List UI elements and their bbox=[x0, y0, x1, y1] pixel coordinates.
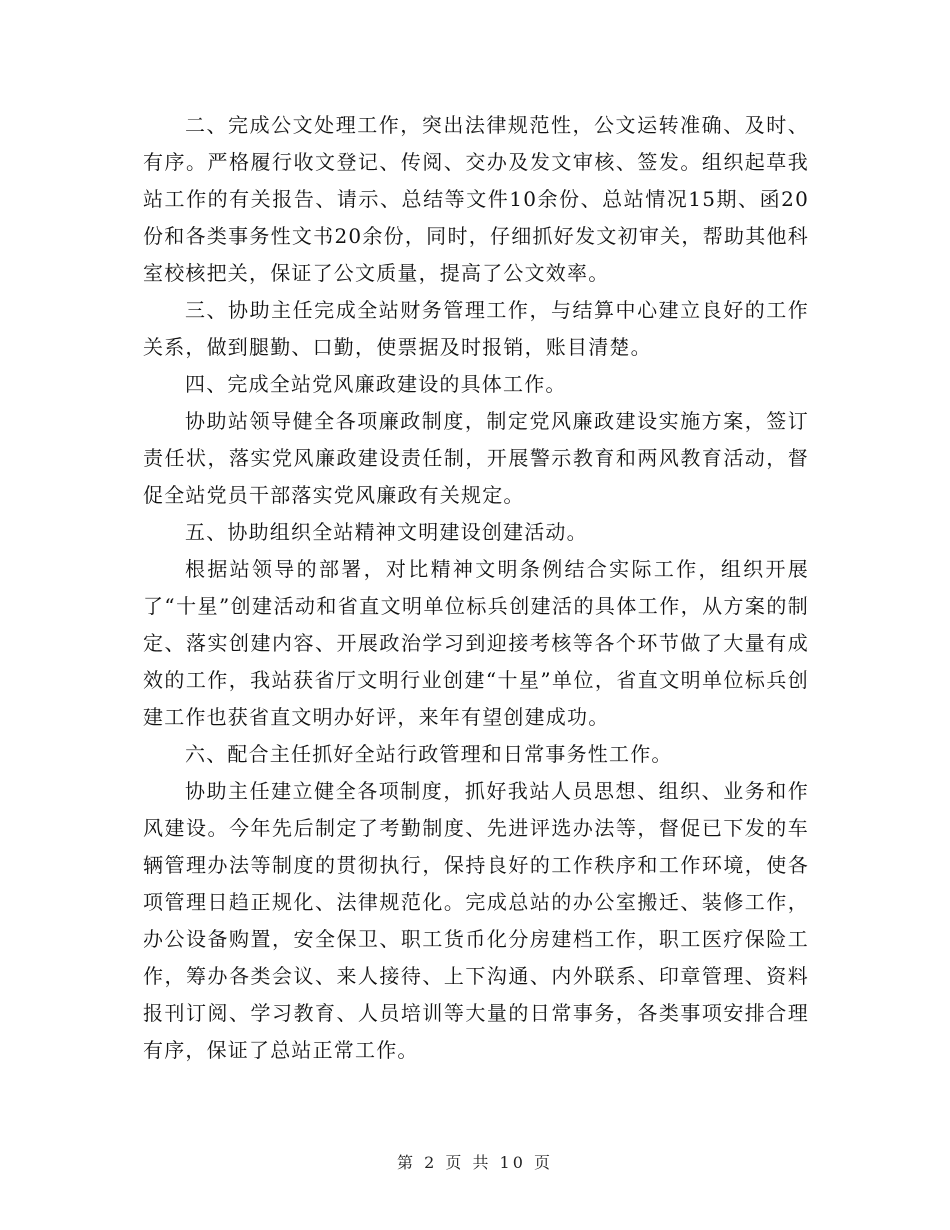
heading-section-5: 五、协助组织全站精神文明建设创建活动。 bbox=[185, 520, 588, 544]
paragraph-section-3: 三、协助主任完成全站财务管理工作，与结算中心建立良好的工作关系，做到腿勤、口勤，使票据及时报销，账目清楚。 bbox=[143, 298, 809, 359]
page-number-footer: 第 2 页 共 10 页 bbox=[397, 1153, 553, 1172]
heading-section-6: 六、配合主任抓好全站行政管理和日常事务性工作。 bbox=[185, 742, 673, 766]
document-body bbox=[143, 107, 809, 1069]
paragraph-section-2: 二、完成公文处理工作，突出法律规范性，公文运转准确、及时、有序。严格履行收文登记、传阅、交办及发文审核、签发。组织起草我站工作的有关报告、请示、总结等文件10余份、总站情况15期、函20份和各类事务性文书20余份，同时，仔细抓好发文初审关，帮助其他科室校核把关，保证了公文质量，提高了公文效率。 bbox=[143, 113, 809, 285]
heading-section-4: 四、完成全站党风廉政建设的具体工作。 bbox=[185, 372, 567, 396]
paragraph-section-4-body: 协助站领导健全各项廉政制度，制定党风廉政建设实施方案，签订责任状，落实党风廉政建设责任制，开展警示教育和两风教育活动，督促全站党员干部落实党风廉政有关规定。 bbox=[143, 409, 809, 507]
paragraph-section-5-body: 根据站领导的部署，对比精神文明条例结合实际工作，组织开展了“十星”创建活动和省直文明单位标兵创建活的具体工作，从方案的制定、落实创建内容、开展政治学习到迎接考核等各个环节做了大量有成效的工作，我站获省厅文明行业创建“十星”单位，省直文明单位标兵创建工作也获省直文明办好评，来年有望创建成功。 bbox=[143, 557, 809, 729]
paragraph-section-6-body: 协助主任建立健全各项制度，抓好我站人员思想、组织、业务和作风建设。今年先后制定了考勤制度、先进评选办法等，督促已下发的车辆管理办法等制度的贯彻执行，保持良好的工作秩序和工作环境，使各项管理日趋正规化、法律规范化。完成总站的办公室搬迁、装修工作，办公设备购置，安全保卫、职工货币化分房建档工作，职工医疗保险工作，筹办各类会议、来人接待、上下沟通、内外联系、印章管理、资料报刊订阅、学习教育、人员培训等大量的日常事务，各类事项安排合理有序，保证了总站正常工作。 bbox=[143, 779, 809, 1062]
